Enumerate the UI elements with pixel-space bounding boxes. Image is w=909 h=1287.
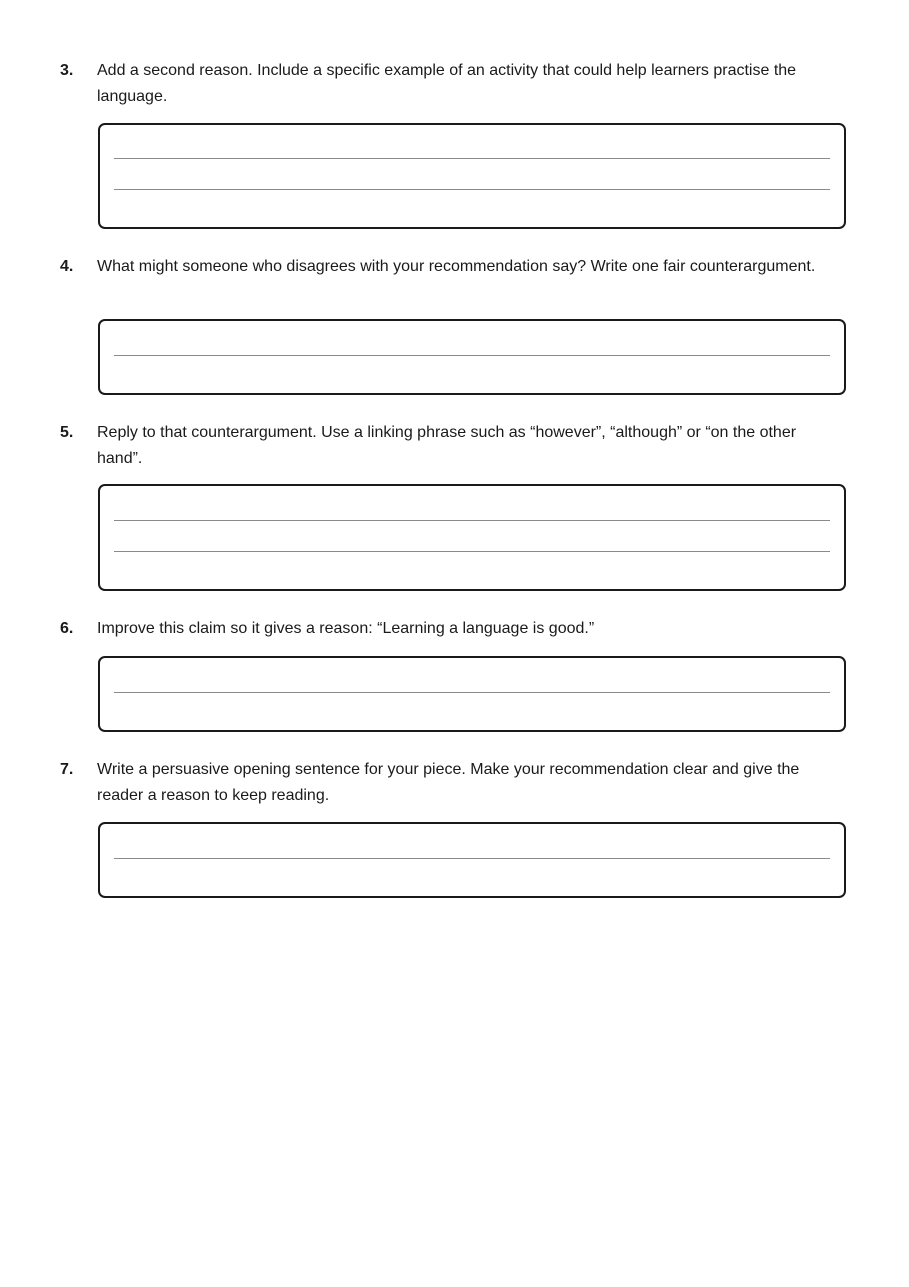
answer-line bbox=[114, 692, 830, 693]
question-number: 6. bbox=[60, 620, 74, 637]
answer-line bbox=[114, 189, 830, 190]
answer-box[interactable] bbox=[98, 656, 846, 732]
question-text: Reply to that counterargument. Use a linking phrase such as “however”, “although” or “on the other hand”. bbox=[97, 424, 797, 467]
answer-box[interactable] bbox=[98, 123, 846, 229]
question-text: Improve this claim so it gives a reason: “Learning a language is good.” bbox=[97, 620, 595, 637]
answer-line bbox=[114, 355, 830, 356]
question-text: Write a persuasive opening sentence for your piece. Make your recommendation clear and give the reader a reason to keep reading. bbox=[97, 761, 800, 804]
question-number: 3. bbox=[60, 62, 74, 79]
answer-box[interactable] bbox=[98, 484, 846, 591]
answer-line bbox=[114, 858, 830, 859]
question-number: 5. bbox=[60, 424, 74, 441]
answer-line bbox=[114, 551, 830, 552]
question-number: 4. bbox=[60, 258, 74, 275]
question-text: What might someone who disagrees with your recommendation say? Write one fair counterargument. bbox=[97, 258, 816, 275]
answer-box[interactable] bbox=[98, 822, 846, 898]
question-text: Add a second reason. Include a specific example of an activity that could help learners practise the language. bbox=[97, 62, 797, 105]
answer-box[interactable] bbox=[98, 319, 846, 395]
answer-line bbox=[114, 520, 830, 521]
answer-line bbox=[114, 158, 830, 159]
question-number: 7. bbox=[60, 761, 74, 778]
